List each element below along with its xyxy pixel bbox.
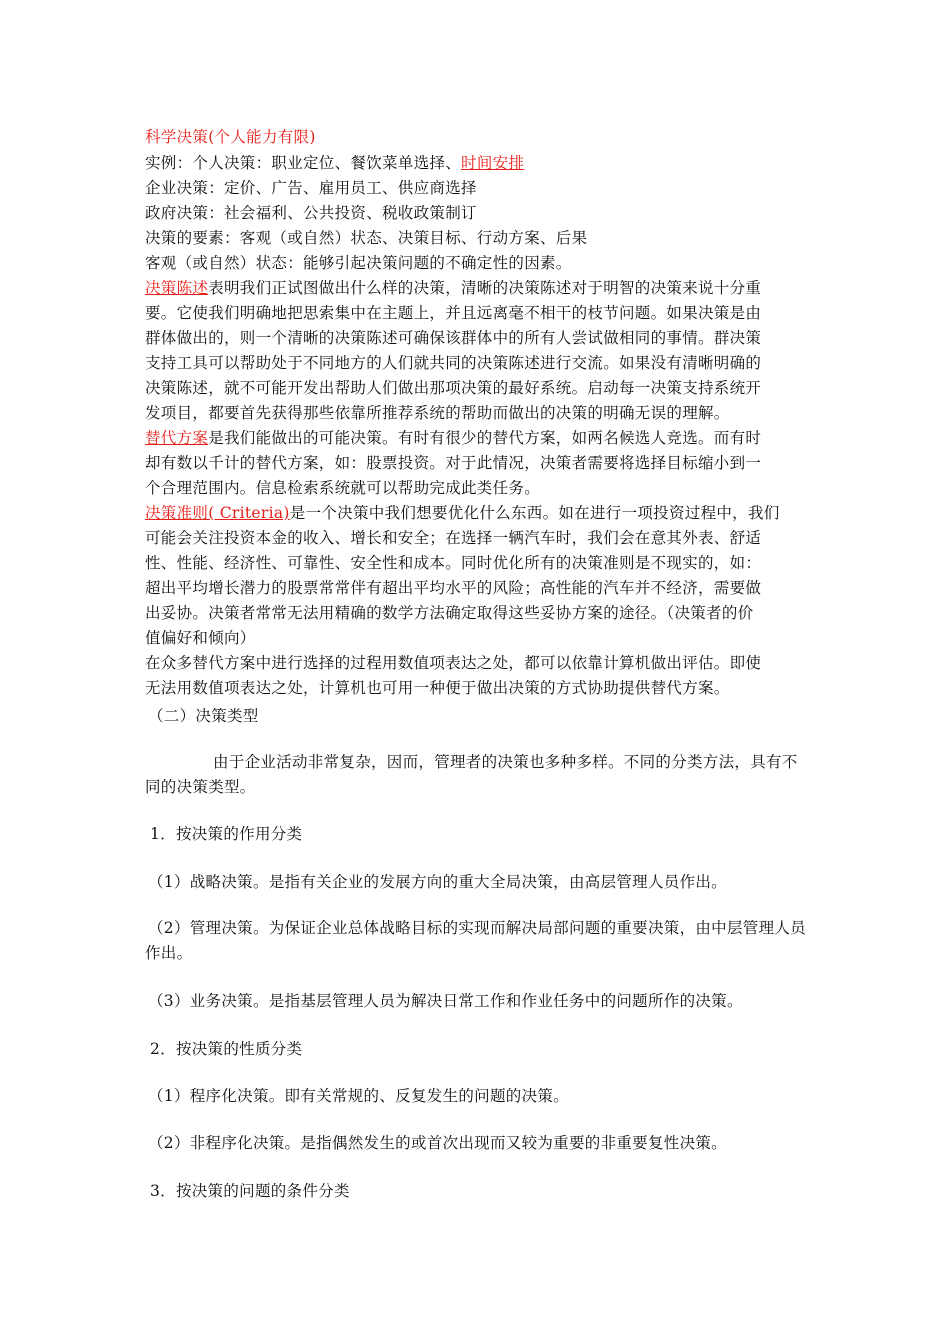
alternatives-line-1 [145, 428, 761, 448]
decision-types-heading: （二）决策类型 [148, 707, 259, 725]
alternatives-line-2: 却有数以千计的替代方案，如：股票投资。对于此情况，决策者需要将选择目标缩小到一 [145, 454, 762, 472]
strategic-decision-item: （1）战略决策。是指有关企业的发展方向的重大全局决策，由高层管理人员作出。 [148, 873, 727, 891]
statement-line-2: 要。它使我们明确地把思索集中在主题上，并且远离毫不相干的枝节问题。如果决策是由 [145, 304, 762, 322]
criteria-line-4: 超出平均增长潜力的股票常常伴有超出平均水平的风险；高性能的汽车并不经济，需要做 [145, 579, 762, 597]
examples-line-1 [145, 153, 524, 173]
classification-2-heading: 2．按决策的性质分类 [150, 1040, 303, 1058]
computer-line-1: 在众多替代方案中进行选择的过程用数值项表达之处，都可以依靠计算机做出评估。即使 [145, 654, 762, 672]
statement-rest: 表明我们正试图做出什么样的决策，清晰的决策陈述对于明智的决策来说十分重 [208, 279, 762, 297]
examples-line-2: 企业决策：定价、广告、雇用员工、供应商选择 [145, 179, 477, 197]
criteria-term[interactable]: 决策准则( Criteria) [145, 504, 290, 522]
management-decision-item-line-2: 作出。 [145, 944, 193, 962]
statement-line-4: 支持工具可以帮助处于不同地方的人们就共同的决策陈述进行交流。如果没有清晰明确的 [145, 354, 762, 372]
types-intro-line-1: 由于企业活动非常复杂，因而，管理者的决策也多种多样。不同的分类方法，具有不 [213, 753, 798, 771]
criteria-line-3: 性、性能、经济性、可靠性、安全性和成本。同时优化所有的决策准则是不现实的，如： [145, 554, 762, 572]
statement-line-6: 发项目，都要首先获得那些依靠所推荐系统的帮助而做出的决策的明确无误的理解。 [145, 404, 730, 422]
alternatives-rest: 是我们能做出的可能决策。有时有很少的替代方案，如两名候选人竞选。而有时 [208, 429, 762, 447]
criteria-line-2: 可能会关注投资本金的收入、增长和安全；在选择一辆汽车时，我们会在意其外表、舒适 [145, 529, 762, 547]
criteria-rest: 是一个决策中我们想要优化什么东西。如在进行一项投资过程中，我们 [289, 504, 780, 522]
section-title: 科学决策(个人能力有限) [145, 128, 316, 146]
classification-3-heading: 3．按决策的问题的条件分类 [150, 1182, 350, 1200]
examples-line-4: 决策的要素：客观（或自然）状态、决策目标、行动方案、后果 [145, 229, 588, 247]
criteria-line-1 [145, 503, 780, 523]
examples-line-3: 政府决策：社会福利、公共投资、税收政策制订 [145, 204, 477, 222]
statement-line-5: 决策陈述，就不可能开发出帮助人们做出那项决策的最好系统。启动每一决策支持系统开 [145, 379, 762, 397]
alternatives-term[interactable]: 替代方案 [145, 429, 209, 447]
criteria-line-5: 出妥协。决策者常常无法用精确的数学方法确定取得这些妥协方案的途径。（决策者的价 [145, 604, 754, 622]
computer-line-2: 无法用数值项表达之处，计算机也可用一种便于做出决策的方式协助提供替代方案。 [145, 679, 730, 697]
management-decision-item-line-1: （2）管理决策。为保证企业总体战略目标的实现而解决局部问题的重要决策，由中层管理人员 [148, 919, 806, 937]
statement-line-3: 群体做出的，则一个清晰的决策陈述可确保该群体中的所有人尝试做相同的事情。群决策 [145, 329, 762, 347]
non-programmed-decision-item: （2）非程序化决策。是指偶然发生的或首次出现而又较为重要的非重要复性决策。 [148, 1134, 727, 1152]
examples-prefix: 实例：个人决策：职业定位、餐饮菜单选择、 [145, 154, 462, 172]
statement-line-1 [145, 278, 761, 298]
time-arrangement-link[interactable]: 时间安排 [461, 154, 525, 172]
examples-line-5: 客观（或自然）状态：能够引起决策问题的不确定性的因素。 [145, 254, 572, 272]
business-decision-item: （3）业务决策。是指基层管理人员为解决日常工作和作业任务中的问题所作的决策。 [148, 992, 743, 1010]
programmed-decision-item: （1）程序化决策。即有关常规的、反复发生的问题的决策。 [148, 1087, 569, 1105]
alternatives-line-3: 个合理范围内。信息检索系统就可以帮助完成此类任务。 [145, 479, 541, 497]
classification-1-heading: 1．按决策的作用分类 [150, 825, 303, 843]
decision-statement-term[interactable]: 决策陈述 [145, 279, 209, 297]
types-intro-line-2: 同的决策类型。 [145, 778, 256, 796]
criteria-line-6: 值偏好和倾向） [145, 629, 256, 647]
